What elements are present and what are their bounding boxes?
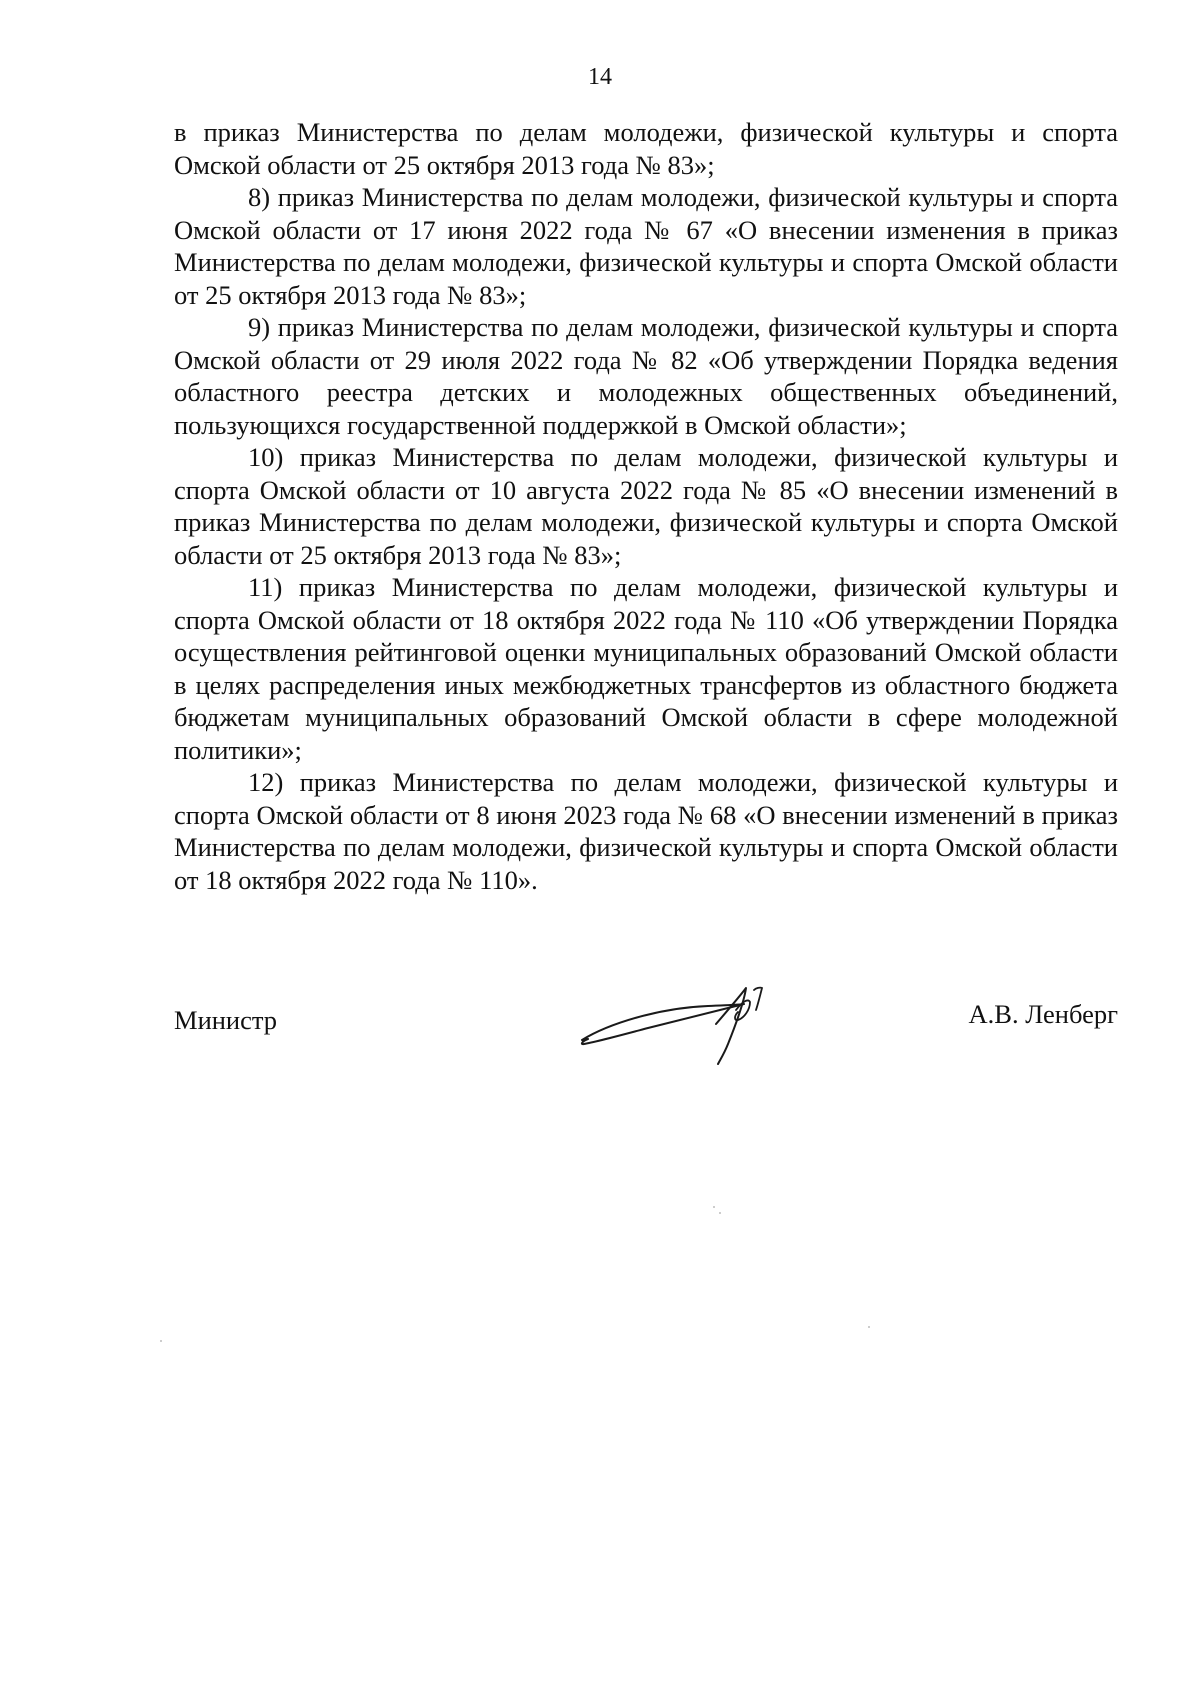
scan-speck <box>160 1340 162 1342</box>
scan-speck <box>713 1206 715 1208</box>
signatory-title: Министр <box>174 1005 278 1035</box>
scan-speck <box>868 1326 870 1328</box>
scan-speck <box>719 1212 721 1214</box>
document-body <box>174 116 1118 896</box>
list-item-8: 8) приказ Министерства по делам молодежи, физической культуры и спорта Омской области от 17 июня 2022 года № 67 «О внесении изменения в приказ Министерства по делам молодежи, физической культуры и спорта Омской области от 25 октября 2013 года № 83»; <box>174 182 1118 310</box>
list-item-11: 11) приказ Министерства по делам молодежи, физической культуры и спорта Омской области от 18 октября 2022 года № 110 «Об утверждении Порядка осуществления рейтинговой оценки муниципальных образований Омской области в целях распределения иных межбюджетных трансфертов из областного бюджета бюджетам муниципальных образований Омской области в сфере молодежной политики»; <box>174 572 1118 765</box>
handwritten-signature <box>578 984 778 1074</box>
page-number: 14 <box>588 64 612 90</box>
list-item-9: 9) приказ Министерства по делам молодежи, физической культуры и спорта Омской области от 29 июля 2022 года № 82 «Об утверждении Порядка ведения областного реестра детских и молодежных общественных объединений, пользующихся государственной поддержкой в Омской области»; <box>174 312 1118 440</box>
signature-block <box>174 984 1118 1074</box>
signatory-name: А.В. Ленберг <box>968 999 1118 1029</box>
list-item-10: 10) приказ Министерства по делам молодежи, физической культуры и спорта Омской области от 10 августа 2022 года № 85 «О внесении изменений в приказ Министерства по делам молодежи, физической культуры и спорта Омской области от 25 октября 2013 года № 83»; <box>174 442 1118 570</box>
paragraph-continuation: в приказ Министерства по делам молодежи, физической культуры и спорта Омской области от 25 октября 2013 года № 83»; <box>174 117 1118 180</box>
list-item-12: 12) приказ Министерства по делам молодежи, физической культуры и спорта Омской области от 8 июня 2023 года № 68 «О внесении изменений в приказ Министерства по делам молодежи, физической культуры и спорта Омской области от 18 октября 2022 года № 110». <box>174 767 1118 895</box>
